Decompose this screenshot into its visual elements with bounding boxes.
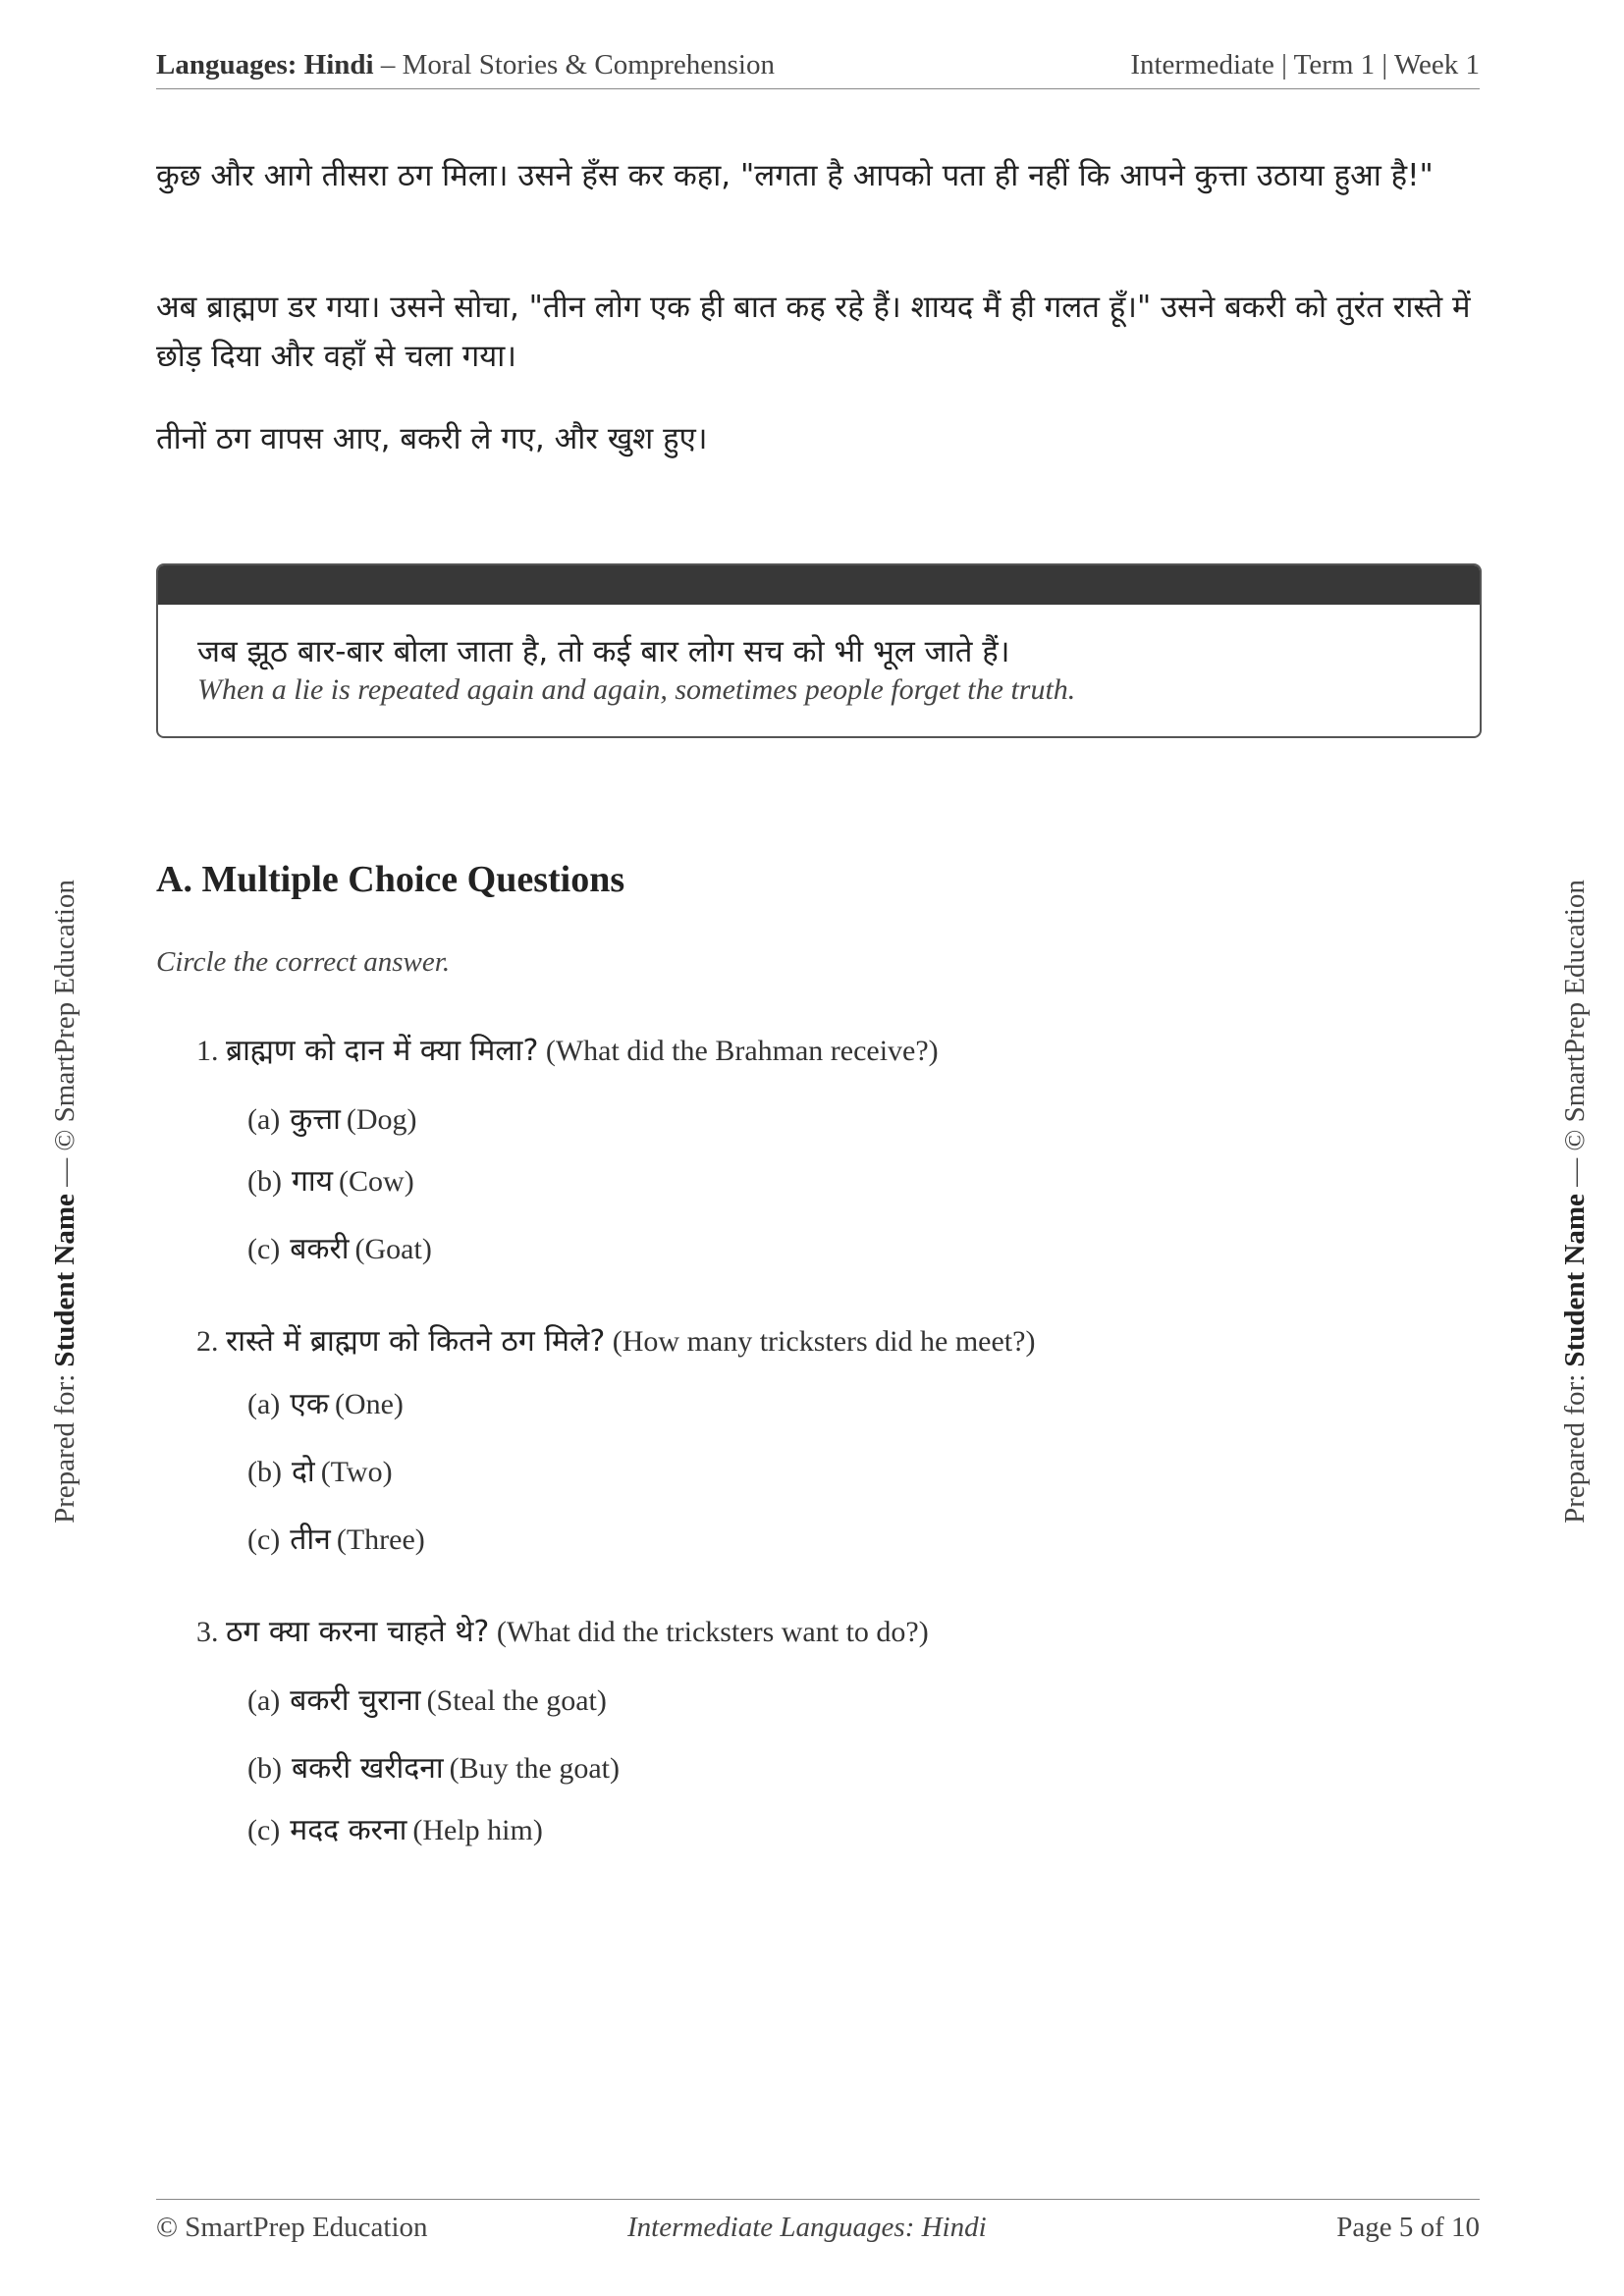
moral-hindi: जब झूठ बार-बार बोला जाता है, तो कई बार लोग सच को भी भूल जाते हैं। [197, 634, 1010, 669]
page-footer [156, 2199, 1480, 2259]
option-hindi: बकरी खरीदना [291, 1751, 444, 1786]
moral-header-bar [158, 565, 1480, 605]
option-2c[interactable] [247, 1518, 425, 1558]
question-hindi: ब्राह्मण को दान में क्या मिला? [226, 1034, 539, 1068]
option-label: (c) [247, 1814, 281, 1846]
side-prefix: Prepared for: [1559, 1366, 1591, 1523]
option-1a[interactable] [247, 1097, 417, 1138]
option-hindi: कुत्ता [290, 1102, 341, 1137]
option-english: (Buy the goat) [449, 1752, 620, 1785]
question-english: (How many tricksters did he meet?) [612, 1325, 1036, 1358]
option-hindi: गाय [291, 1164, 334, 1199]
option-hindi: दो [291, 1455, 315, 1489]
option-english: (Three) [336, 1523, 425, 1556]
header-subtitle: – Moral Stories & Comprehension [373, 49, 775, 80]
option-label: (c) [247, 1523, 281, 1556]
side-label-left [49, 880, 81, 1523]
option-english: (Cow) [339, 1165, 414, 1198]
option-label: (c) [247, 1233, 281, 1265]
option-label: (b) [247, 1456, 282, 1488]
option-english: (One) [334, 1388, 404, 1420]
option-english: (Help him) [412, 1814, 543, 1846]
side-suffix: — © SmartPrep Education [49, 880, 81, 1195]
side-student-name: Student Name [1559, 1194, 1591, 1367]
question-1 [196, 1029, 939, 1069]
question-hindi: ठग क्या करना चाहते थे? [226, 1615, 490, 1649]
question-english: (What did the Brahman receive?) [545, 1035, 939, 1067]
page-header [156, 49, 1480, 89]
story-paragraph: अब ब्राह्मण डर गया। उसने सोचा, "तीन लोग एक ही बात कह रहे हैं। शायद मैं ही गलत हूँ।" उसने बकरी को तुरंत रास्ते में छोड़ दिया और वहाँ से चला गया। [156, 290, 1471, 374]
question-3 [196, 1610, 929, 1650]
option-label: (b) [247, 1752, 282, 1785]
option-english: (Goat) [354, 1233, 432, 1265]
option-hindi: बकरी [290, 1232, 350, 1266]
question-hindi: रास्ते में ब्राह्मण को कितने ठग मिले? [226, 1324, 606, 1359]
header-subject-name: Hindi [303, 49, 374, 80]
option-2b[interactable] [247, 1450, 393, 1490]
option-3a[interactable] [247, 1679, 607, 1719]
option-hindi: बकरी चुराना [290, 1683, 421, 1718]
option-english: (Steal the goat) [426, 1684, 607, 1717]
section-title: A. Multiple Choice Questions [156, 859, 625, 900]
option-1b[interactable] [247, 1159, 414, 1200]
option-label: (a) [247, 1103, 281, 1136]
header-subject-prefix: Languages: [156, 49, 304, 80]
option-english: (Dog) [346, 1103, 417, 1136]
footer-copyright: © SmartPrep Education [156, 2212, 428, 2243]
header-subject [156, 49, 775, 81]
question-number: 1. [196, 1035, 219, 1067]
question-number: 2. [196, 1325, 219, 1358]
question-english: (What did the tricksters want to do?) [496, 1616, 929, 1648]
option-hindi: तीन [290, 1522, 331, 1557]
option-label: (a) [247, 1684, 281, 1717]
section-instruction: Circle the correct answer. [156, 946, 451, 978]
side-prefix: Prepared for: [49, 1366, 81, 1523]
question-number: 3. [196, 1616, 219, 1648]
option-3c[interactable] [247, 1808, 543, 1848]
header-meta: Intermediate | Term 1 | Week 1 [1130, 49, 1480, 80]
option-label: (b) [247, 1165, 282, 1198]
story-paragraph: कुछ और आगे तीसरा ठग मिला। उसने हँस कर कहा, "लगता है आपको पता ही नहीं कि आपने कुत्ता उठाया हुआ है!" [156, 158, 1434, 193]
side-student-name: Student Name [49, 1194, 81, 1367]
footer-course: Intermediate Languages: Hindi [627, 2212, 987, 2243]
question-2 [196, 1319, 1035, 1360]
option-2a[interactable] [247, 1382, 404, 1422]
moral-box [156, 563, 1482, 738]
side-suffix: — © SmartPrep Education [1559, 880, 1591, 1195]
story-paragraph: तीनों ठग वापस आए, बकरी ले गए, और खुश हुए। [156, 421, 708, 456]
option-hindi: मदद करना [290, 1813, 407, 1847]
option-hindi: एक [290, 1387, 329, 1421]
option-english: (Two) [320, 1456, 393, 1488]
side-label-right [1559, 880, 1592, 1523]
option-1c[interactable] [247, 1227, 432, 1267]
moral-english: When a lie is repeated again and again, sometimes people forget the truth. [197, 673, 1076, 706]
option-label: (a) [247, 1388, 281, 1420]
option-3b[interactable] [247, 1746, 620, 1787]
footer-page-number: Page 5 of 10 [1336, 2212, 1480, 2243]
